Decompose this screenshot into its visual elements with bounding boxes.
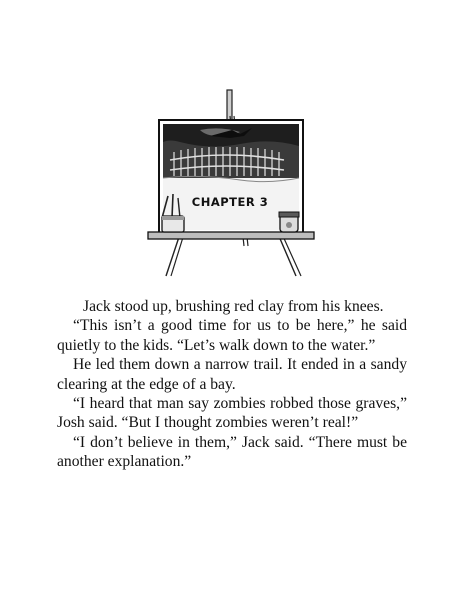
easel-right-leg (278, 234, 296, 276)
story-text (57, 297, 407, 472)
paragraph: “This isn’t a good time for us to be here,” he said quietly to the kids. “Let’s walk down to the water.” (57, 317, 407, 354)
paragraph: Jack stood up, brushing red clay from his knees. (83, 298, 384, 315)
chapter-easel-illustration (140, 86, 330, 278)
paragraph: “I heard that man say zombies robbed those graves,” Josh said. “But I thought zombies weren’t real!” (57, 395, 407, 432)
easel-ledge (148, 232, 314, 239)
easel-top-post (227, 90, 232, 120)
chapter-label: CHAPTER 3 (191, 195, 269, 209)
paragraph: He led them down a narrow trail. It ended in a sandy clearing at the edge of a bay. (57, 356, 407, 393)
paint-jar-icon (279, 212, 299, 232)
paragraph: “I don’t believe in them,” Jack said. “There must be another explanation.” (57, 433, 407, 471)
